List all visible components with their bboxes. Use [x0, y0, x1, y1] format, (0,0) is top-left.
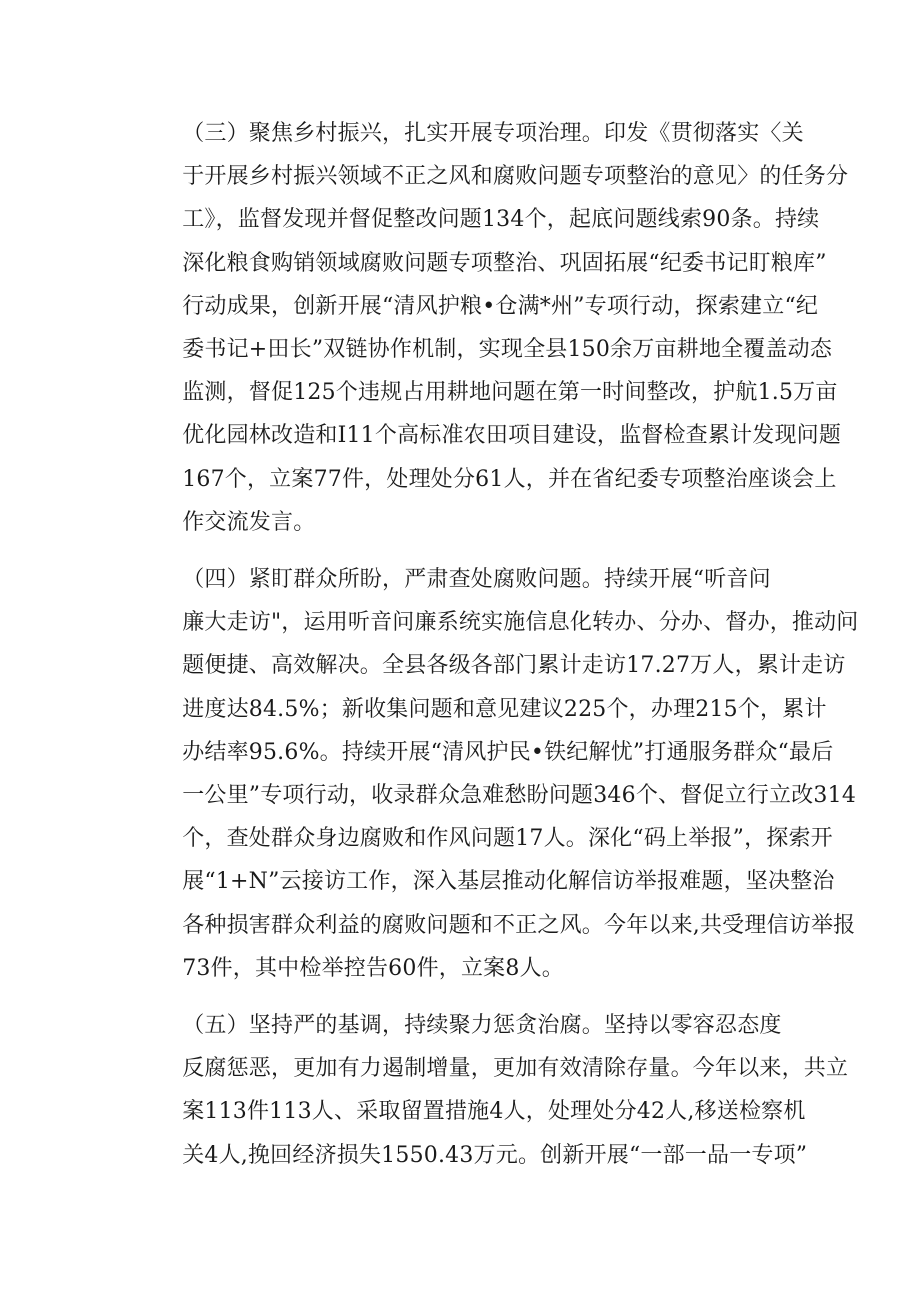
text-line: （四）紧盯群众所盼，严肃查处腐败问题。持续开展“听音问 — [182, 567, 771, 593]
text-line: 一公里”专项行动，收录群众急难愁盼问题346个、督促立行立改314 — [182, 783, 857, 809]
text-line: 委书记+田长”双链协作机制，实现全县150余万亩耕地全覆盖动态 — [182, 337, 833, 363]
text-line: 工》，监督发现并督促整改问题134个，起底问题线索90条。持续 — [182, 207, 820, 233]
text-line: 个，查处群众身边腐败和作风问题17人。深化“码上举报”，探索开 — [182, 826, 833, 852]
text-line: 关4人,挽回经济损失1550.43万元。创新开展“一部一品一专项” — [182, 1142, 808, 1168]
text-line: 监测，督促125个违规占用耕地问题在第一时间整改，护航1.5万亩 — [182, 380, 838, 406]
text-line: 办结率95.6%。持续开展“清风护民•铁纪解忧”打通服务群众“最后 — [182, 739, 834, 765]
text-line: 案113件113人、采取留置措施4人，处理处分42人,移送检察机 — [182, 1099, 806, 1125]
text-line: 深化粮食购销领域腐败问题专项整治、巩固拓展“纪委书记盯粮库” — [182, 250, 827, 276]
text-line: 167个，立案77件，处理处分61人，并在省纪委专项整治座谈会上 — [182, 466, 837, 492]
text-line: 展“1+N”云接访工作，深入基层推动化解信访举报难题，坚决整治 — [182, 869, 835, 895]
text-line: 行动成果，创新开展“清风护粮•仓满*州”专项行动，探索建立“纪 — [182, 293, 819, 319]
text-line: 进度达84.5%；新收集问题和意见建议225个，办理215个，累计 — [182, 696, 827, 722]
paragraph-rural-revitalization — [136, 112, 849, 544]
text-line: （五）坚持严的基调，持续聚力惩贪治腐。坚持以零容忍态度 — [182, 1013, 782, 1039]
paragraph-anti-corruption — [136, 1004, 849, 1177]
text-line: 反腐惩恶，更加有力遏制增量，更加有效清除存量。今年以来，共立 — [182, 1056, 849, 1082]
paragraph-public-concerns — [136, 558, 859, 990]
text-line: （三）聚焦乡村振兴，扎实开展专项治理。印发《贯彻落实〈关 — [182, 121, 804, 146]
text-line: 廉大走访"，运用听音问廉系统实施信息化转办、分办、督办，推动问 — [182, 610, 859, 636]
text-line: 题便捷、高效解决。全县各级各部门累计走访17.27万人，累计走访 — [182, 653, 846, 679]
text-line: 于开展乡村振兴领域不正之风和腐败问题专项整治的意见〉的任务分 — [182, 164, 849, 190]
text-line: 作交流发言。 — [182, 509, 316, 535]
text-line: 优化园林改造和I11个高标准农田项目建设，监督检查累计发现问题 — [182, 423, 842, 449]
text-line: 73件，其中检举控告60件，立案8人。 — [182, 955, 564, 981]
text-line: 各种损害群众利益的腐败问题和不正之风。今年以来,共受理信访举报 — [182, 912, 856, 938]
